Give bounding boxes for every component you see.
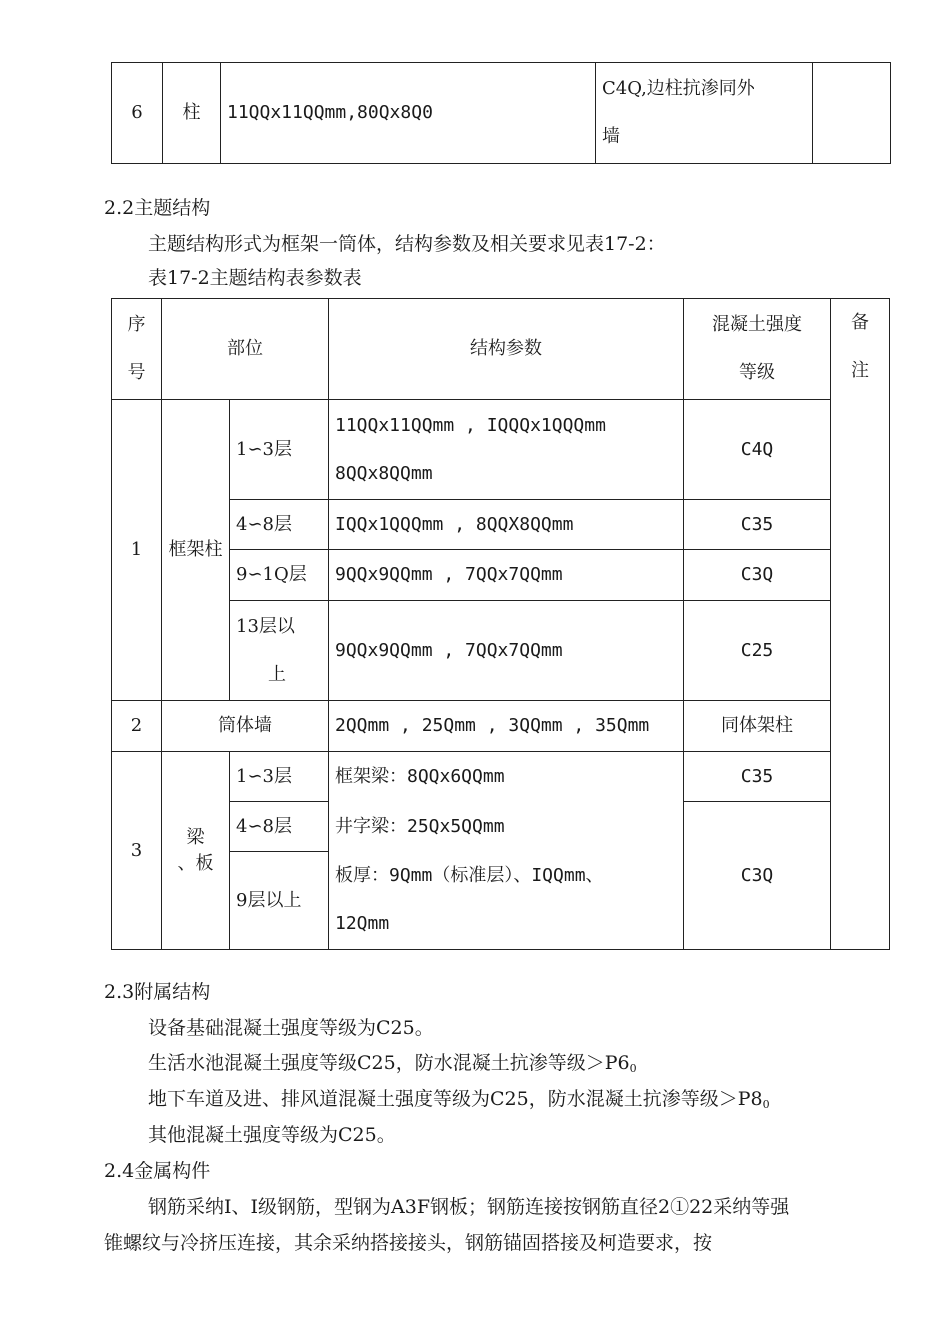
floor-cell: 1∽3层 [230,752,329,802]
paragraph-line: 其他混凝土强度等级为C25。 [148,1124,396,1146]
params-line-2: 井字梁：25Qx5QQmm [335,816,505,837]
table-row [112,400,890,500]
row-number: 6 [112,63,163,164]
note-cell [813,63,891,164]
table-row [112,701,890,752]
floor-cell: 9层以上 [230,852,329,950]
floor-line-1: 13层以 [236,615,295,637]
grade-cell: C35 [684,752,831,802]
grade-cell: C4Q [684,400,831,500]
section-heading-2-3: 2.3附属结构 [104,981,211,1003]
paragraph-line [148,1048,637,1075]
section-intro: 主题结构形式为框架一筒体，结构参数及相关要求见表17-2： [148,233,666,255]
header-no [112,299,162,400]
header-part: 部位 [162,299,329,400]
group-part-line-2: 、板 [177,852,214,874]
floor-cell: 9∽1Q层 [230,550,329,601]
group-no: 2 [112,701,162,752]
group-part [162,752,230,950]
table-header-row [112,299,890,400]
grade-cell: C3Q [684,802,831,950]
paragraph-line: 锥螺纹与冷挤压连接，其余采纳搭接接头，钢筋锚固搭接及柯造要求，按 [104,1232,713,1254]
header-grade [684,299,831,400]
floor-cell: 4∽8层 [230,802,329,852]
structure-table [111,298,890,950]
header-note [831,299,890,950]
grade-cell: C3Q [684,550,831,601]
paragraph-text: 地下车道及进、排风道混凝土强度等级为C25，防水混凝土抗渗等级＞P8 [148,1088,763,1110]
params-line-1: 11QQx11QQmm , IQQQx1QQQmm [335,414,606,436]
header-params: 结构参数 [329,299,684,400]
grade-cell [596,63,813,164]
grade-cell: 同体架柱 [684,701,831,752]
grade-cell: C35 [684,500,831,550]
params-cell [329,752,684,950]
paragraph-line: 钢筋采纳I、I级钢筋，型钢为A3F钢板；钢筋连接按钢筋直径2①22采纳等强 [148,1196,790,1218]
params-cell: IQQx1QQQmm , 8QQX8QQmm [329,500,684,550]
group-part: 筒体墙 [162,701,329,752]
header-grade-line-1: 混凝土强度 [712,314,802,335]
params-cell: 9QQx9QQmm , 7QQx7QQmm [329,601,684,701]
header-note-line-1: 备 [851,312,869,333]
subscript: 0 [629,1062,637,1075]
header-note-line-2: 注 [851,360,869,381]
group-part-line-1: 梁 [186,826,205,848]
table-row [112,63,891,164]
params-cell: 9QQx9QQmm , 7QQx7QQmm [329,550,684,601]
group-part: 框架柱 [162,400,230,701]
params-cell [329,400,684,500]
grade-line-1: C4Q,边柱抗渗同外 [602,78,755,99]
paragraph-line: 设备基础混凝土强度等级为C25。 [148,1017,434,1039]
floor-cell: 4∽8层 [230,500,329,550]
floor-line-2: 上 [268,663,286,685]
grade-cell: C25 [684,601,831,701]
params-line-4: 12Qmm [335,913,390,934]
section-heading-2-4: 2.4金属构件 [104,1160,211,1182]
paragraph-text: 生活水池混凝土强度等级C25，防水混凝土抗渗等级＞P6 [148,1052,630,1074]
grade-line-2: 墙 [602,126,620,147]
header-no-line-2: 号 [127,362,146,383]
floor-cell [230,601,329,701]
section-heading-2-2: 2.2主题结构 [104,197,211,219]
subscript: 0 [762,1098,770,1111]
group-no: 1 [112,400,162,701]
floor-cell: 1∽3层 [230,400,329,500]
params-line-2: 8QQx8QQmm [335,462,433,484]
table-caption: 表17-2主题结构表参数表 [148,267,362,289]
header-grade-line-2: 等级 [739,362,775,383]
params-line-3: 板厚：9Qmm（标准层）、IQQmm、 [335,865,604,886]
top-table [111,62,891,164]
params-line-1: 框架梁：8QQx6QQmm [335,766,505,787]
header-no-line-1: 序 [127,314,146,335]
paragraph-line [148,1084,770,1111]
table-row [112,752,890,802]
params-cell: 2QQmm , 25Qmm , 3QQmm , 35Qmm [329,701,684,752]
group-no: 3 [112,752,162,950]
part-cell: 柱 [163,63,221,164]
params-cell: 11QQx11QQmm,80Qx8Q0 [221,63,596,164]
